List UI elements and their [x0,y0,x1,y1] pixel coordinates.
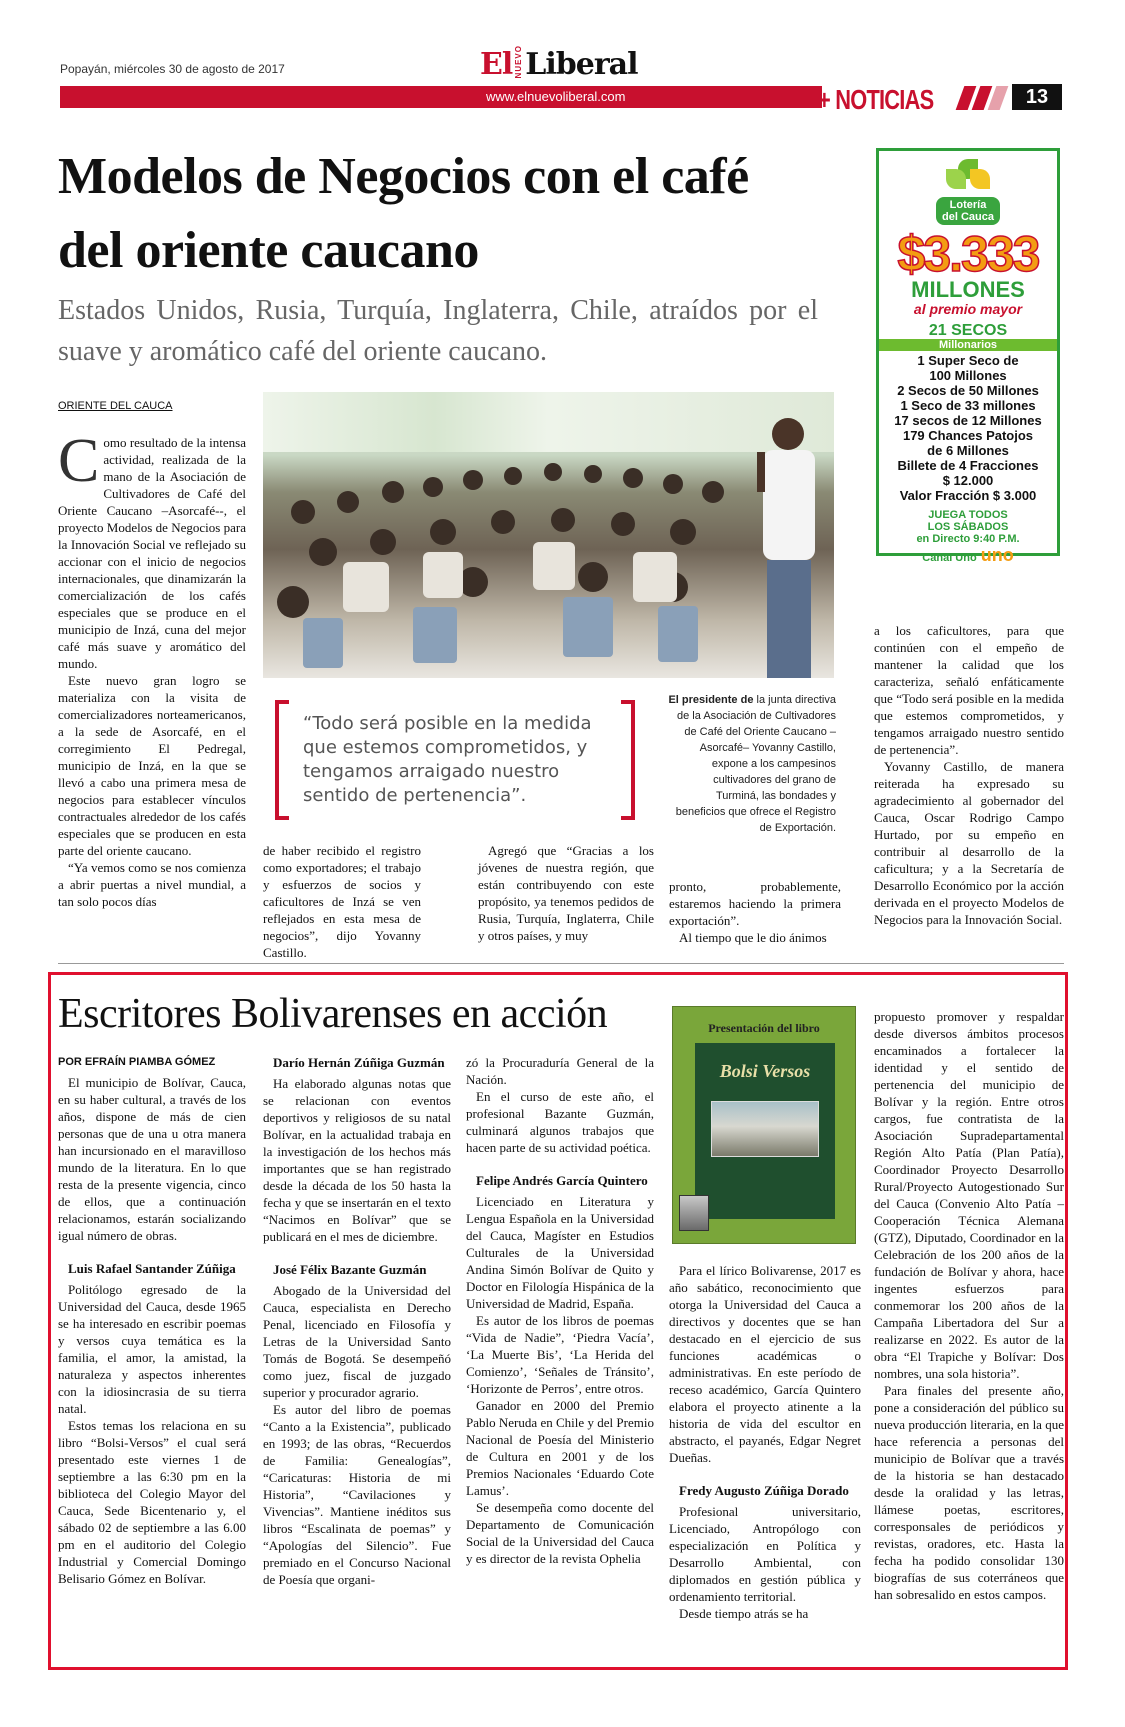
subheading: Luis Rafael Santander Zúñiga [68,1261,236,1276]
paragraph: Yovanny Castillo, de manera reiterada ha expresado su agradecimiento al gobernador del Cauca, Oscar Rodrigo Campo Hurtado, por su empeño en contribuir al desarrollo de la caficultura; y a la Secretaría de Desarrollo Económico por la acción derivada en el proyecto Modelos de Negocios para la Innovación Social. [874,759,1064,927]
prize-list-item: $ 12.000 [942,473,994,488]
prize-list-item: 179 Chances Patojos [902,428,1034,443]
prize-amount: $3.333 [897,226,1039,282]
book-title: Bolsi Versos [719,1061,811,1081]
book-cover-header: Presentación del libro [708,1021,820,1035]
logo-el-text: El [480,47,513,82]
paragraph: zó la Procuraduría General de la Nación. [466,1055,654,1087]
paragraph: Ganador en 2000 del Premio Pablo Neruda en Chile y del Premio Nacional de Poesía del Ministerio de Cultura en 2001 y de los Premios Nacionales ‘Eduardo Cote Lamus’. [466,1398,654,1498]
book-cover-panel [695,1043,835,1219]
prize-list [879,353,1057,503]
book-cover-photo [711,1101,819,1157]
lottery-advertisement[interactable] [876,148,1060,565]
drop-cap: C [58,427,100,495]
article-column-2 [263,1054,451,1660]
paragraph: Se desempeña como docente del Departamento de Comunicación Social de la Universidad del Cauca y es director de la revista Ophelia [466,1500,654,1566]
paragraph: a los caficultores, para que continúen con el empeño de mantener la calidad que los caracteriza, señaló enfáticamente que “Todo será posible en la medida que estemos comprometidos, y tengamos arraigado nuestro sentido de pertenencia”. [874,623,1064,757]
lottery-logo-icon [940,159,996,195]
paragraph: Estos temas los relaciona en su libro “Bolsi-Versos” el cual será presentado este viernes 1 de septiembre a las 6:30 pm en la biblioteca del Colegio Mayor del Cauca, Sede Bicentenario y, el sábado 02 de septiembre a las 6.00 pm en el auditorio del Colegio Industrial y Comercial Domingo Belisario Gómez en Bolívar. [58,1418,246,1586]
paragraph: Es autor del libro de poemas “Canto a la Existencia”, publicado en 1993; de las obras, “Recuerdos de Familia: Genealogías”, “Caricaturas: Historia de mi Historia”, “Cavilaciones y Vivencias”. Mantiene inéditos sus libros “Escalinata de poemas” y “Apologías del Silencio”. Fue premiado en el Concurso Nacional de Poesía que organi- [263,1402,451,1587]
pull-quote [275,700,635,820]
article-headline: Modelos de Negocios con el café del oriente caucano [58,148,749,279]
site-url-link[interactable]: www.elnuevoliberal.com [486,89,626,104]
prize-unit: MILLONES [911,277,1025,302]
page-number: 13 [1012,84,1062,110]
paragraph: Para el lírico Bolivarense, 2017 es año sabático, reconocimiento que otorga la Universidad del Cauca a directivos y docentes que se han destacado en el ejercicio de sus funciones académicas o administrativas. En este período de receso académico, García Quintero elabora el proyecto atinente a la historia de vida del escultor en abstracto, el payanés, Edgar Negret Dueñas. [669,1263,861,1465]
author-photo [679,1195,709,1231]
article-subtitle: Estados Unidos, Rusia, Turquía, Inglaterra, Chile, atraídos por el suave y aromático café del oriente caucano. [58,295,818,367]
paragraph: Para finales del presente año, pone a consideración del público su nueva producción literaria, en la que hace referencia a personas del municipio de Bolívar que a través de la historia se han destacado desde la oralidad y las letras, llámese poetas, escritores, corresponsales de periódicos y revistas, oradores, etc. Hasta la fecha ha podido consolidar 130 biografías de sus coterráneos que han sobresalido en estos campos. [874,1383,1064,1602]
paragraph: Agregó que “Gracias a los jóvenes de nuestra región, que están contribuyendo con este propósito, ya tenemos pedidos de Rusia, Turquía, Inglaterra, Chile y otros países, y muy [478,843,654,943]
prize-list-item: 100 Millones [929,368,1007,383]
paragraph: Este nuevo gran logro se materializa con la visita de comercializadores norteamericanos, a la sede de Asorcafé, en el corregimiento El Pedregal, municipio de Inzá, en la que se llevó a cabo una primera mesa de negocios para establecer vínculos contractuales alrededor de los cafés especiales que se producen en esta parte del oriente caucano. [58,673,246,858]
subheading: Fredy Augusto Zúñiga Dorado [679,1483,849,1498]
article-kicker: ORIENTE DEL CAUCA [58,400,173,412]
article-headline: Escritores Bolivarenses en acción [58,991,608,1037]
paragraph: El municipio de Bolívar, Cauca, en su haber cultural, a través de los años, dispone de más de cien personas que de una u otra manera han incursionado en el maravilloso mundo de la literatura. En lo que resta de la presente vigencia, cinco de ellos, que a continuación relacionamos, estarán socializando igual número de obras. [58,1075,246,1243]
paragraph: En el curso de este año, el profesional Bazante Guzmán, culminará algunos trabajos que hacen parte de su actividad poética. [466,1089,654,1155]
paragraph: Politólogo egresado de la Universidad del Cauca, desde 1965 se ha interesado en escribir poemas y versos cuya temática es la familia, el amor, la amistad, la naturaleza y aspectos inherentes con la idiosincrasia de su tierra natal. [58,1282,246,1416]
article-byline: POR EFRAÍN PIAMBA GÓMEZ [58,1056,216,1068]
prize-list-item: Billete de 4 Fracciones [897,458,1039,473]
subheading: Felipe Andrés García Quintero [476,1173,648,1188]
article-column-5 [874,622,1064,948]
article-photo[interactable] [263,392,834,678]
prize-list-item: 1 Super Seco de [917,353,1019,368]
article-column-2 [263,842,421,960]
article-column-1 [58,427,246,946]
prize-caption: al premio mayor [913,301,1023,317]
article-column-5 [874,1008,1064,1660]
section-divider [58,963,1064,964]
paragraph: Profesional universitario, Licenciado, Antropólogo con especialización en Política y Desarrollo Ambiental, con diplomados en gestión pública y ordenamiento territorial. [669,1504,861,1604]
tv-channel: Canal Uno uno [922,545,1014,565]
issue-date: Popayán, miércoles 30 de agosto de 2017 [60,62,285,76]
paragraph: Abogado de la Universidad del Cauca, especialista en Derecho Penal, licenciado en Filosofía y Letras de la Universidad Santo Tomás de Bogotá. Se desempeñó como juez, fiscal de juzgado superior y procurador agrario. [263,1283,451,1400]
logo-nuevo-text: NUEVO [514,44,524,78]
crowd-illustration [263,392,834,678]
subheading: José Félix Bazante Guzmán [273,1262,427,1277]
photo-caption: El presidente de la junta directiva de la Asociación de Cultivadores de Café del Oriente Caucano –Asorcafé– Yovanny Castillo, expone a los campesinos cultivadores del grano de Turminá, las bondades y beneficios que ofrece el Registro de Exportación. [668,694,836,834]
newspaper-logo[interactable] [480,46,637,80]
quote-bracket-left [275,700,289,820]
paragraph: pronto, probablemente, estaremos haciendo la primera exportación”. [669,879,841,928]
secos-count: 21 SECOS [928,322,1008,339]
canal-uno-logo: uno [980,545,1014,565]
article-column-3 [466,1054,654,1660]
section-label: + NOTICIAS [818,84,934,115]
logo-liberal-text: Liberal [525,47,638,82]
secos-label: Millonarios [879,339,1057,351]
prize-list-item: 2 Secos de 50 Millones [897,383,1039,398]
paragraph: Ha elaborado algunas notas que se relacionan con eventos deportivos y religiosos de su natal Bolívar, en la actualidad trabaja en la investigación de los hechos más importantes que se han registrado desde la década de los 50 hasta la fecha y que se insertarán en el texto “Nacimos en Bolívar” que se publicará en el mes de diciembre. [263,1076,451,1244]
draw-schedule: JUEGA TODOS LOS SÁBADOS en Directo 9:40 P.M. [916,509,1020,545]
header-red-bar [60,86,822,108]
paragraph: Desde tiempo atrás se ha [679,1606,809,1621]
article-column-3 [478,842,654,946]
paragraph: de haber recibido el registro como exportadores; el trabajo y esfuerzos de socios y caficultores de Inzá se ven reflejados en esta mesa de negocios”, dijo Yovanny Castillo. [263,843,421,960]
prize-list-item: Valor Fracción $ 3.000 [899,488,1037,503]
lottery-name: Lotería del Cauca [936,197,1000,225]
paragraph: Como resultado de la intensa actividad, realizada de la mano de la Asociación de Cultivadores de Café del Oriente Caucano –Asorcafé--, el proyecto Modelos de Negocios para la Innovación Social ve reflejado su accionar con el inicio de negocios internacionales, que dinamizarán la comercialización de los cafés especiales que se produce en el municipio de Inzá, cuna del mejor café más suave y aromático del mundo. [58,427,246,671]
paragraph: “Ya vemos como se nos comienza a abrir puertas a nivel mundial, a tan solo pocos días [58,860,246,909]
pull-quote-text: “Todo será posible en la medida que estemos comprometidos, y tengamos arraigado nuestro sentido de pertenencia”. [303,713,592,806]
subheading: Darío Hernán Zúñiga Guzmán [273,1055,445,1070]
article-column-4 [669,878,841,946]
book-cover-image[interactable] [672,1006,856,1244]
paragraph: Licenciado en Literatura y Lengua Española en la Universidad del Cauca, Magíster en Estudios Culturales de la Universidad Andina Simón Bolívar de Quito y Doctor en Filología Hispánica de la Universidad de Madrid, España. [466,1194,654,1311]
prize-list-item: de 6 Millones [927,443,1009,458]
section-stripes-decoration [960,86,1010,110]
paragraph: propuesto promover y respaldar desde diversos ámbitos procesos encaminados a fortalecer la identidad y el sentido de pertenencia del municipio de Bolívar y la región. Entre otros cargos, fue contratista de la Asociación Supradepartamental Región Alto Patía (Plan Patía), Coordinador Proyecto Desarrollo Rural/Proyecto Autogestionado Sur del Cauca (Convenio Alto Patía – Cooperación Técnica Alemana (GTZ), Diputado, Coordinador en la Celebración de los 200 años de la fundación de Bolívar y ahora, hace ingentes esfuerzos para conmemorar los 200 años de la Campaña Libertadora del Sur a realizarse en 2022. Es autor de la obra “El Trapiche y Bolívar: Dos nombres, una sola historia”. [874,1009,1064,1381]
quote-bracket-right [621,700,635,820]
article-column-4 [669,1262,861,1660]
paragraph: Al tiempo que le dio ánimos [679,930,827,945]
article-column-1 [58,1074,246,1660]
prize-list-item: 1 Seco de 33 millones [900,398,1036,413]
paragraph: Es autor de los libros de poemas “Vida de Nadie”, ‘Piedra Vacía’, ‘La Muerte Bis’, ‘La Herida del Comienzo’, ‘Señales de Tránsito’, ‘Horizonte de Perros’, entre otros. [466,1313,654,1396]
prize-list-item: 17 secos de 12 Millones [894,413,1042,428]
